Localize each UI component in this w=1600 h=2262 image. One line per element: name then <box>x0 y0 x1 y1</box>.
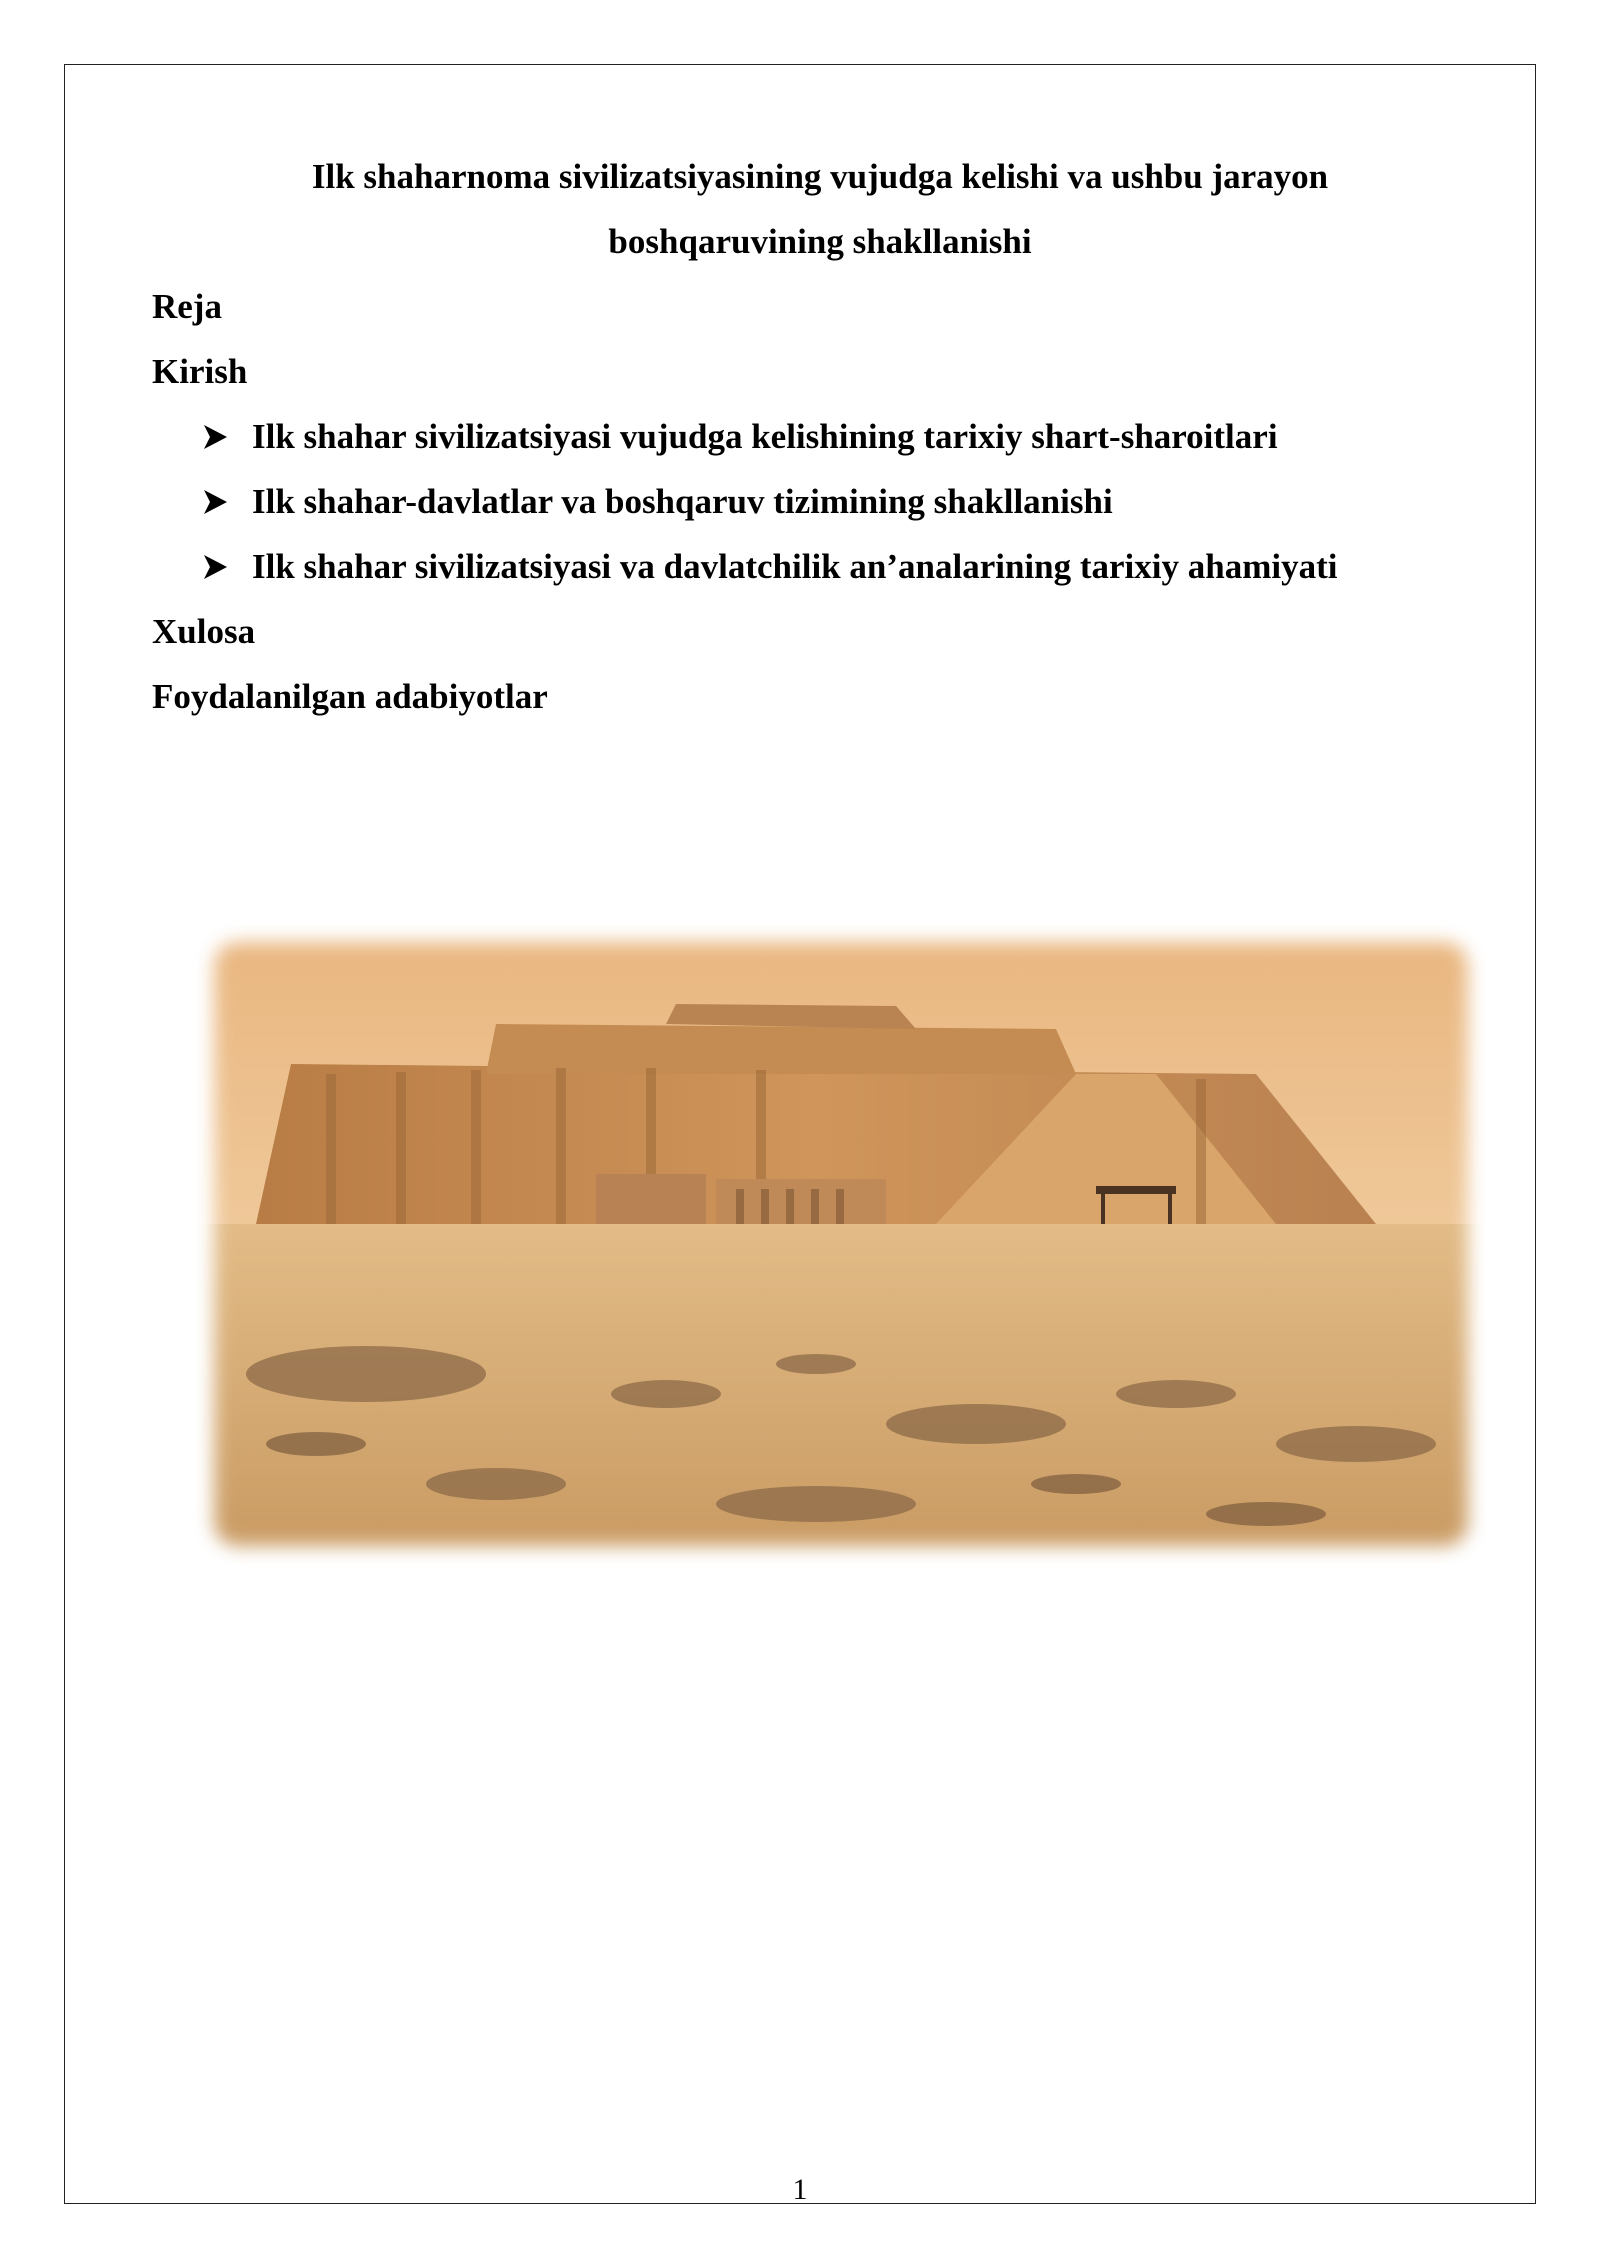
ziggurat-photo <box>196 924 1486 1564</box>
plan-list <box>200 404 1337 599</box>
title-line-1: Ilk shaharnoma sivilizatsiyasining vujudga kelishi va ushbu jarayon <box>311 157 1329 196</box>
document-title <box>150 144 1490 274</box>
arrow-right-icon <box>200 552 230 582</box>
conclusion-heading: Xulosa <box>152 612 256 651</box>
plan-heading: Reja <box>152 287 222 326</box>
references-heading: Foydalanilgan adabiyotlar <box>152 677 548 716</box>
arrow-right-icon <box>200 422 230 452</box>
plan-item <box>200 404 1337 469</box>
arrow-right-icon <box>200 487 230 517</box>
plan-item-text: Ilk shahar sivilizatsiyasi va davlatchilik an’analarining tarixiy ahamiyati <box>252 547 1338 586</box>
plan-item-text: Ilk shahar sivilizatsiyasi vujudga kelishining tarixiy shart-sharoitlari <box>252 417 1278 456</box>
page-number: 1 <box>792 2173 808 2206</box>
title-line-2: boshqaruvining shakllanishi <box>608 222 1032 261</box>
plan-item <box>200 534 1337 599</box>
intro-heading: Kirish <box>152 352 248 391</box>
plan-item <box>200 469 1337 534</box>
plan-item-text: Ilk shahar-davlatlar va boshqaruv tizimining shakllanishi <box>252 482 1113 521</box>
